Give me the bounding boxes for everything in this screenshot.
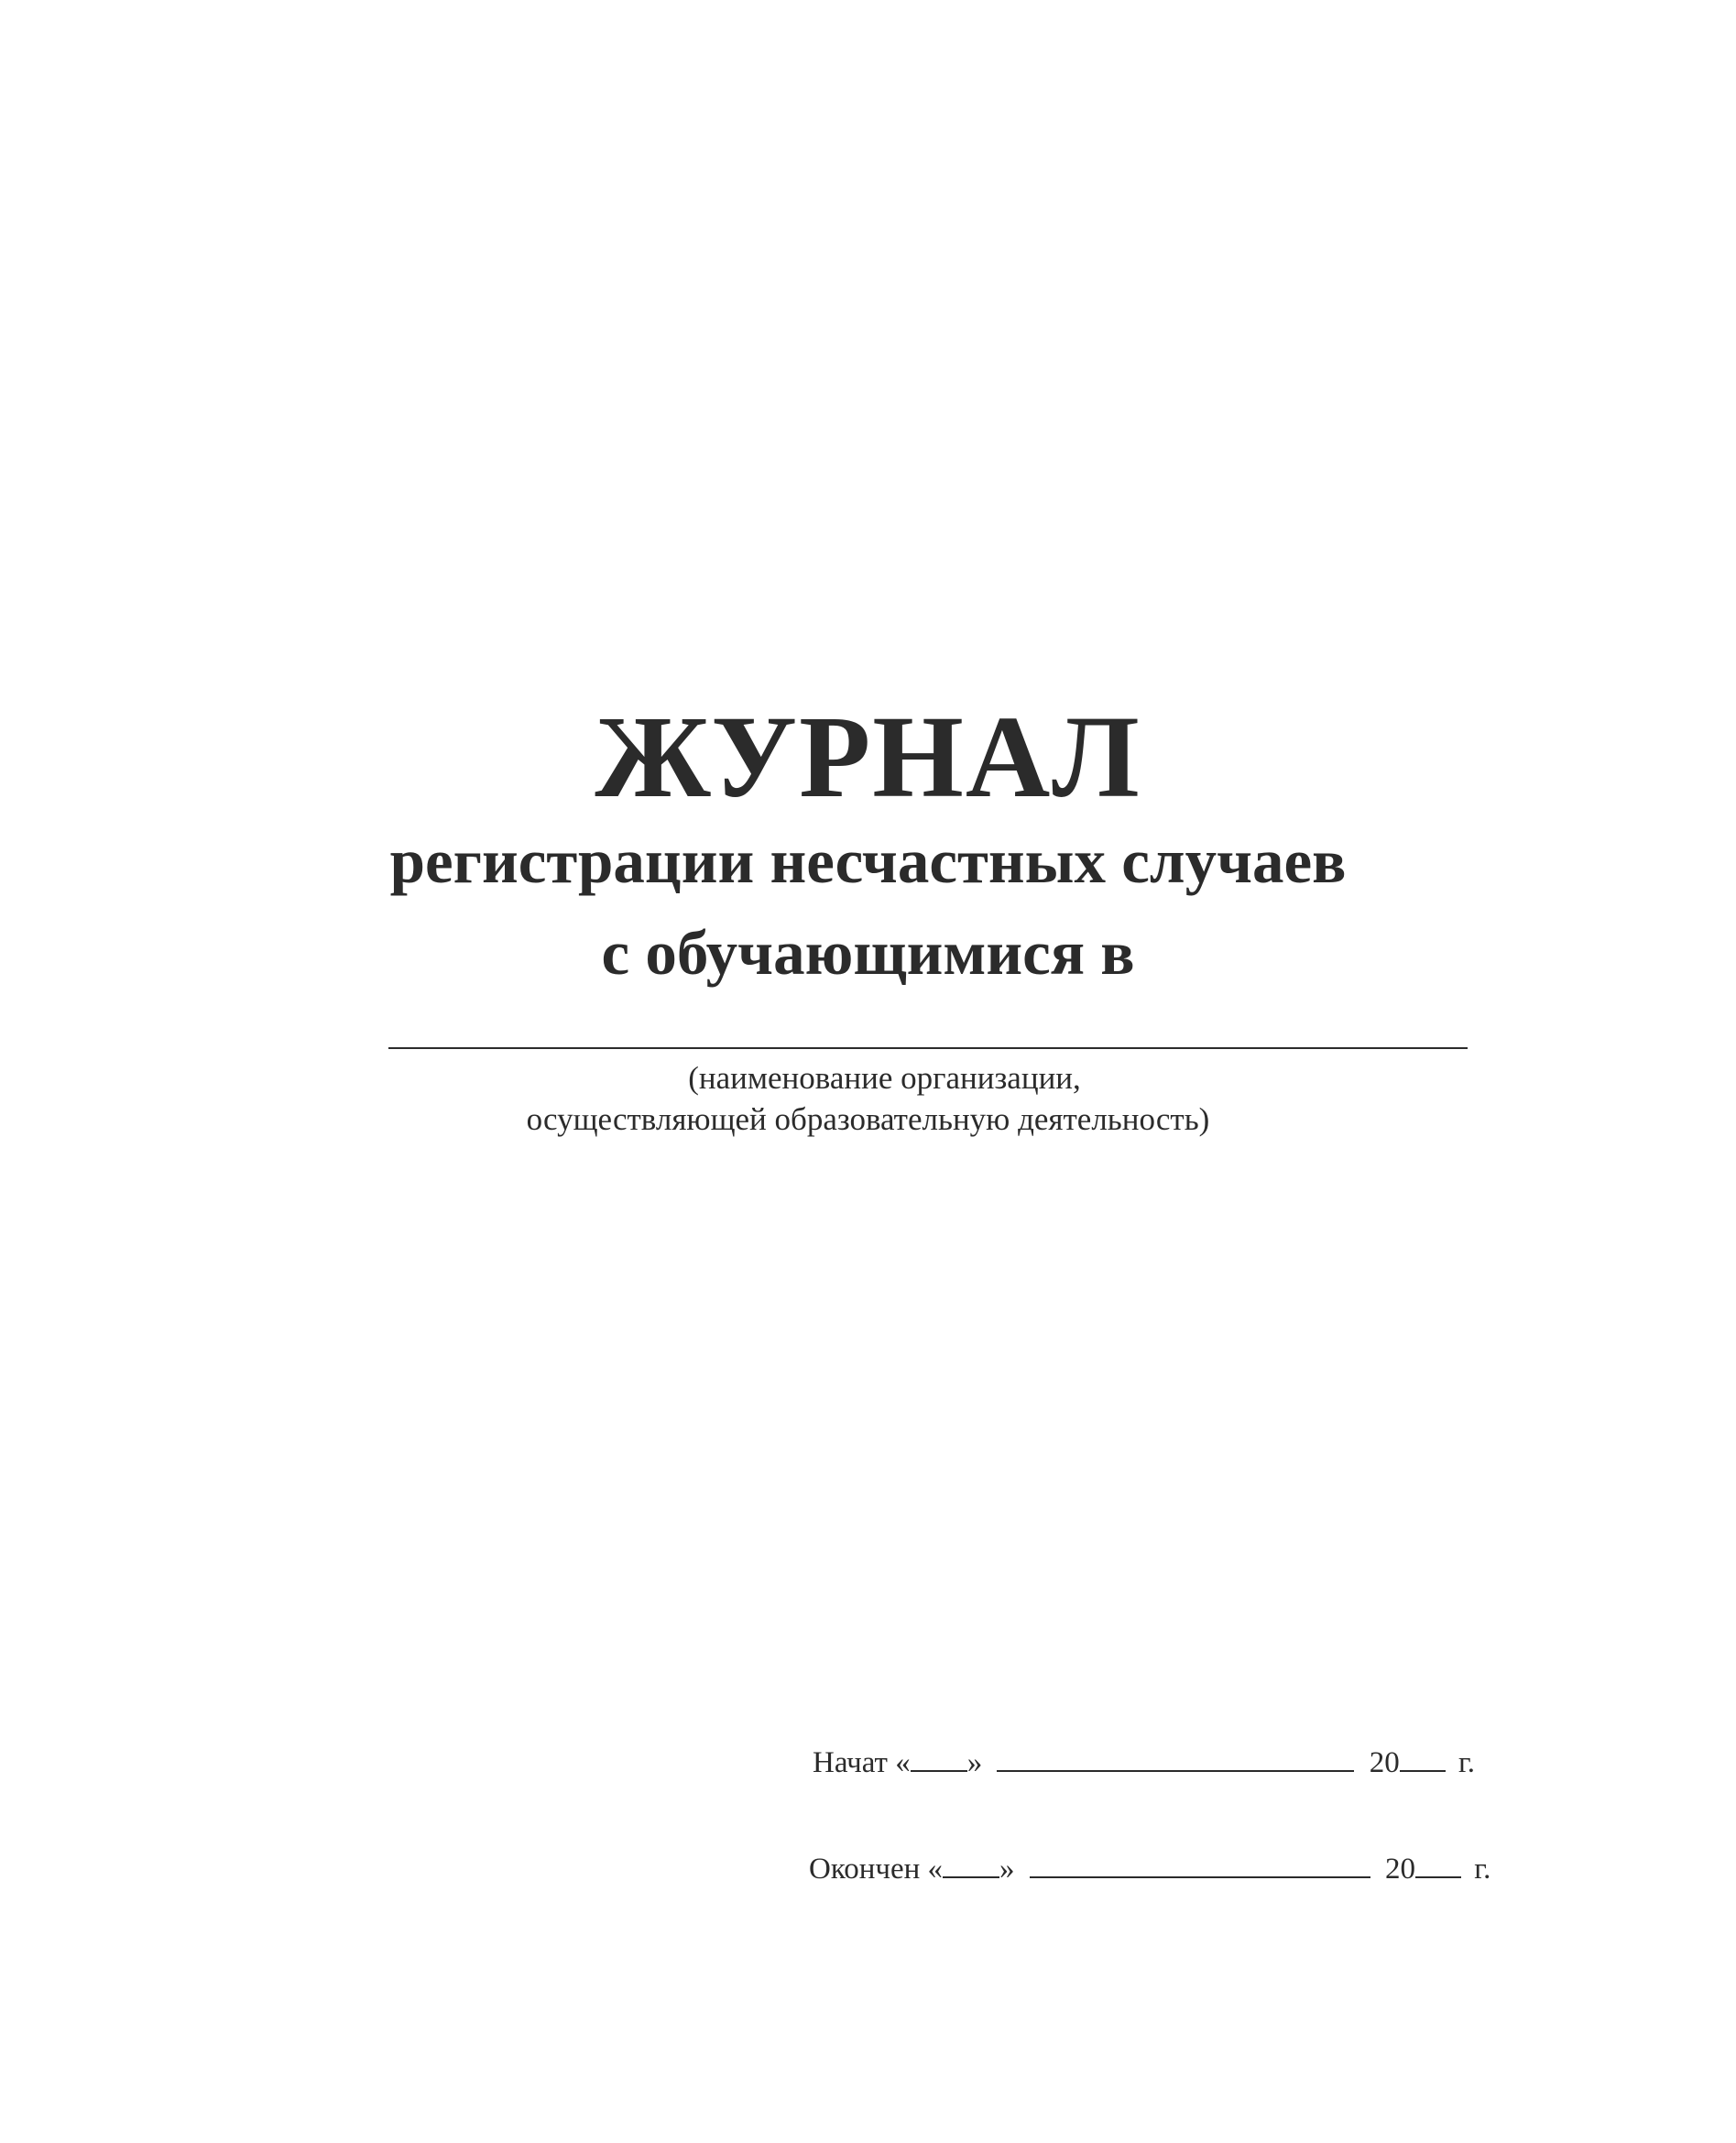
started-date-row <box>813 1744 1475 1781</box>
started-label: Начат « <box>813 1746 911 1779</box>
organization-name-line <box>388 1047 1468 1049</box>
started-year-prefix: 20 <box>1369 1746 1400 1779</box>
subtitle-line-1: регистрации несчастных случаев <box>389 826 1347 896</box>
ended-year-blank <box>1415 1853 1461 1878</box>
journal-title: ЖУРНАЛ <box>595 692 1141 822</box>
ended-date-row <box>809 1851 1490 1887</box>
started-day-blank <box>911 1746 967 1772</box>
started-year-blank <box>1400 1746 1446 1772</box>
ended-quote-close: » <box>999 1853 1015 1886</box>
started-month-blank <box>997 1746 1354 1772</box>
ended-year-suffix: г. <box>1474 1853 1491 1886</box>
ended-day-blank <box>943 1853 999 1878</box>
subtitle-line-2: с обучающимися в <box>601 918 1135 988</box>
ended-label: Окончен « <box>809 1853 944 1886</box>
org-caption-line-2: осуществляющей образовательную деятельность) <box>526 1101 1210 1137</box>
org-caption-line-1: (наименование организации, <box>688 1060 1081 1096</box>
started-quote-close: » <box>966 1746 983 1779</box>
ended-year-prefix: 20 <box>1385 1853 1416 1886</box>
started-year-suffix: г. <box>1458 1746 1476 1779</box>
ended-month-blank <box>1030 1853 1370 1878</box>
